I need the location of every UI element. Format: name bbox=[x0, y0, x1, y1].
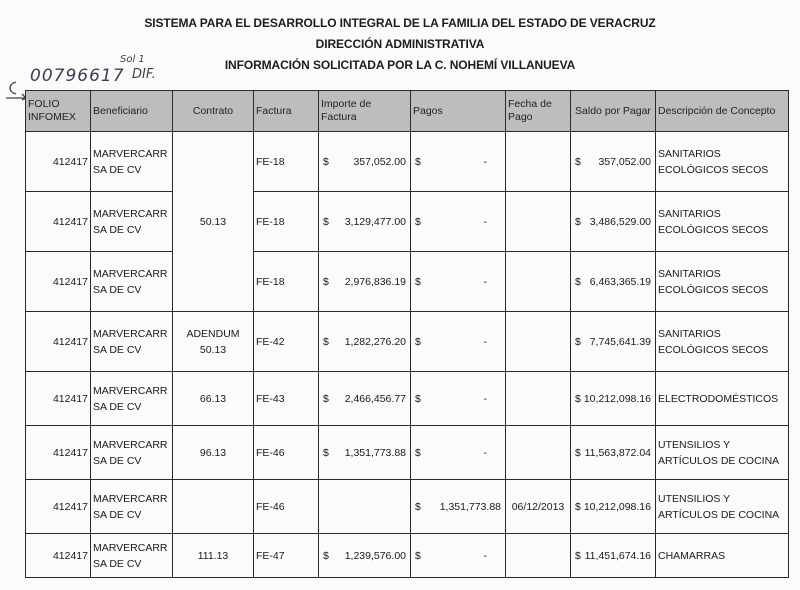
currency-symbol: $ bbox=[575, 335, 581, 348]
currency-symbol: $ bbox=[415, 215, 421, 228]
table-row bbox=[26, 132, 789, 192]
currency-symbol: $ bbox=[415, 549, 421, 562]
amount: - bbox=[483, 215, 487, 228]
cell-fecha bbox=[506, 312, 571, 372]
cell-fecha bbox=[506, 426, 571, 480]
handwritten-sol: Sol 1 bbox=[120, 54, 145, 65]
cell-folio: 412417 bbox=[26, 534, 91, 578]
col-factura: Factura bbox=[254, 91, 319, 132]
cell-folio: 412417 bbox=[26, 192, 91, 252]
header-institution: SISTEMA PARA EL DESARROLLO INTEGRAL DE LA FAMILIA DEL ESTADO DE VERACRUZ bbox=[144, 16, 656, 30]
cell-saldo bbox=[571, 426, 656, 480]
col-contrato: Contrato bbox=[173, 91, 254, 132]
cell-saldo bbox=[571, 480, 656, 534]
currency-symbol: $ bbox=[323, 155, 329, 168]
col-pagos: Pagos bbox=[411, 91, 506, 132]
table-row bbox=[26, 192, 789, 252]
cell-descripcion: CHAMARRAS bbox=[656, 534, 789, 578]
handwritten-folio: 00796617 bbox=[30, 66, 125, 86]
cell-beneficiario: MARVERCARR SA DE CV bbox=[91, 480, 173, 534]
cell-descripcion: UTENSILIOS Y ARTÍCULOS DE COCINA bbox=[656, 480, 789, 534]
cell-factura: FE-43 bbox=[254, 372, 319, 426]
amount: 1,282,276.20 bbox=[344, 335, 406, 348]
col-importe: Importe de Factura bbox=[319, 91, 411, 132]
col-descripcion: Descripción de Concepto bbox=[656, 91, 789, 132]
amount: 3,129,477.00 bbox=[344, 215, 406, 228]
cell-descripcion: ELECTRODOMÉSTICOS bbox=[656, 372, 789, 426]
cell-fecha bbox=[506, 252, 571, 312]
header-request: INFORMACIÓN SOLICITADA POR LA C. NOHEMÍ VILLANUEVA bbox=[224, 58, 576, 72]
currency-symbol: $ bbox=[415, 392, 421, 405]
amount: - bbox=[483, 446, 487, 459]
header-department: DIRECCIÓN ADMINISTRATIVA bbox=[315, 37, 485, 51]
cell-contrato bbox=[173, 480, 254, 534]
handwritten-dif: DIF. bbox=[132, 67, 156, 82]
currency-symbol: $ bbox=[415, 275, 421, 288]
cell-descripcion: SANITARIOS ECOLÓGICOS SECOS bbox=[656, 192, 789, 252]
table-row bbox=[26, 312, 789, 372]
cell-importe bbox=[319, 132, 411, 192]
cell-factura: FE-47 bbox=[254, 534, 319, 578]
amount: 6,463,365.19 bbox=[589, 275, 651, 288]
cell-saldo bbox=[571, 534, 656, 578]
cell-factura: FE-18 bbox=[254, 252, 319, 312]
cell-contrato: 50.13 bbox=[173, 132, 254, 312]
amount: - bbox=[483, 392, 487, 405]
cell-beneficiario: MARVERCARR SA DE CV bbox=[91, 372, 173, 426]
cell-folio: 412417 bbox=[26, 426, 91, 480]
cell-beneficiario: MARVERCARR SA DE CV bbox=[91, 132, 173, 192]
cell-beneficiario: MARVERCARR SA DE CV bbox=[91, 312, 173, 372]
amount: 11,563,872.04 bbox=[584, 446, 651, 459]
col-folio: FOLIO INFOMEX bbox=[26, 91, 91, 132]
currency-symbol: $ bbox=[323, 549, 329, 562]
currency-symbol: $ bbox=[575, 549, 581, 562]
currency-symbol: $ bbox=[415, 335, 421, 348]
table-header-row bbox=[26, 91, 789, 132]
cell-saldo bbox=[571, 252, 656, 312]
cell-factura: FE-46 bbox=[254, 426, 319, 480]
cell-descripcion: UTENSILIOS Y ARTÍCULOS DE COCINA bbox=[656, 426, 789, 480]
cell-contrato: 66.13 bbox=[173, 372, 254, 426]
cell-folio: 412417 bbox=[26, 480, 91, 534]
cell-folio: 412417 bbox=[26, 372, 91, 426]
amount: 1,351,773.88 bbox=[439, 500, 501, 513]
cell-beneficiario: MARVERCARR SA DE CV bbox=[91, 426, 173, 480]
cell-importe bbox=[319, 480, 411, 534]
cell-pagos bbox=[411, 132, 506, 192]
currency-symbol: $ bbox=[575, 500, 581, 513]
cell-importe bbox=[319, 192, 411, 252]
currency-symbol: $ bbox=[575, 155, 581, 168]
cell-factura: FE-18 bbox=[254, 192, 319, 252]
cell-folio: 412417 bbox=[26, 252, 91, 312]
currency-symbol: $ bbox=[575, 446, 581, 459]
currency-symbol: $ bbox=[415, 446, 421, 459]
amount: 11,451,674.16 bbox=[584, 549, 651, 562]
table-row bbox=[26, 372, 789, 426]
currency-symbol: $ bbox=[323, 335, 329, 348]
amount: - bbox=[483, 155, 487, 168]
col-saldo: Saldo por Pagar bbox=[571, 91, 656, 132]
cell-pagos bbox=[411, 480, 506, 534]
amount: 2,466,456.77 bbox=[344, 392, 406, 405]
cell-pagos bbox=[411, 426, 506, 480]
cell-fecha bbox=[506, 372, 571, 426]
amount: 357,052.00 bbox=[353, 155, 406, 168]
currency-symbol: $ bbox=[323, 275, 329, 288]
amount: - bbox=[483, 275, 487, 288]
cell-pagos bbox=[411, 534, 506, 578]
amount: 1,239,576.00 bbox=[344, 549, 406, 562]
cell-descripcion: SANITARIOS ECOLÓGICOS SECOS bbox=[656, 312, 789, 372]
amount: 2,976,836.19 bbox=[344, 275, 406, 288]
cell-importe bbox=[319, 426, 411, 480]
cell-saldo bbox=[571, 372, 656, 426]
amount: 10,212,098.16 bbox=[583, 392, 651, 405]
cell-saldo bbox=[571, 312, 656, 372]
cell-contrato: ADENDUM 50.13 bbox=[173, 312, 254, 372]
cell-importe bbox=[319, 372, 411, 426]
table-row bbox=[26, 480, 789, 534]
table-row bbox=[26, 426, 789, 480]
cell-importe bbox=[319, 534, 411, 578]
amount: 1,351,773.88 bbox=[344, 446, 406, 459]
cell-importe bbox=[319, 252, 411, 312]
currency-symbol: $ bbox=[323, 215, 329, 228]
currency-symbol: $ bbox=[575, 275, 581, 288]
amount: 357,052.00 bbox=[598, 155, 651, 168]
table-row bbox=[26, 252, 789, 312]
currency-symbol: $ bbox=[415, 155, 421, 168]
cell-fecha bbox=[506, 132, 571, 192]
cell-descripcion: SANITARIOS ECOLÓGICOS SECOS bbox=[656, 252, 789, 312]
cell-factura: FE-42 bbox=[254, 312, 319, 372]
cell-contrato: 111.13 bbox=[173, 534, 254, 578]
amount: - bbox=[483, 335, 487, 348]
cell-saldo bbox=[571, 192, 656, 252]
amount: 7,745,641.39 bbox=[589, 335, 651, 348]
cell-folio: 412417 bbox=[26, 132, 91, 192]
amount: 3,486,529.00 bbox=[589, 215, 651, 228]
cell-beneficiario: MARVERCARR SA DE CV bbox=[91, 534, 173, 578]
currency-symbol: $ bbox=[323, 392, 329, 405]
cell-saldo bbox=[571, 132, 656, 192]
cell-fecha: 06/12/2013 bbox=[506, 480, 571, 534]
cell-descripcion: SANITARIOS ECOLÓGICOS SECOS bbox=[656, 132, 789, 192]
col-fecha: Fecha de Pago bbox=[506, 91, 571, 132]
cell-beneficiario: MARVERCARR SA DE CV bbox=[91, 252, 173, 312]
col-beneficiario: Beneficiario bbox=[91, 91, 173, 132]
amount: - bbox=[483, 549, 487, 562]
currency-symbol: $ bbox=[575, 215, 581, 228]
cell-pagos bbox=[411, 252, 506, 312]
currency-symbol: $ bbox=[575, 392, 581, 405]
cell-pagos bbox=[411, 372, 506, 426]
amount: 10,212,098.16 bbox=[583, 500, 651, 513]
cell-contrato: 96.13 bbox=[173, 426, 254, 480]
cell-fecha bbox=[506, 534, 571, 578]
invoice-table bbox=[25, 90, 789, 578]
currency-symbol: $ bbox=[415, 500, 421, 513]
cell-beneficiario: MARVERCARR SA DE CV bbox=[91, 192, 173, 252]
cell-fecha bbox=[506, 192, 571, 252]
table-row bbox=[26, 534, 789, 578]
currency-symbol: $ bbox=[323, 446, 329, 459]
cell-factura: FE-18 bbox=[254, 132, 319, 192]
cell-importe bbox=[319, 312, 411, 372]
cell-pagos bbox=[411, 192, 506, 252]
cell-pagos bbox=[411, 312, 506, 372]
cell-folio: 412417 bbox=[26, 312, 91, 372]
cell-factura: FE-46 bbox=[254, 480, 319, 534]
